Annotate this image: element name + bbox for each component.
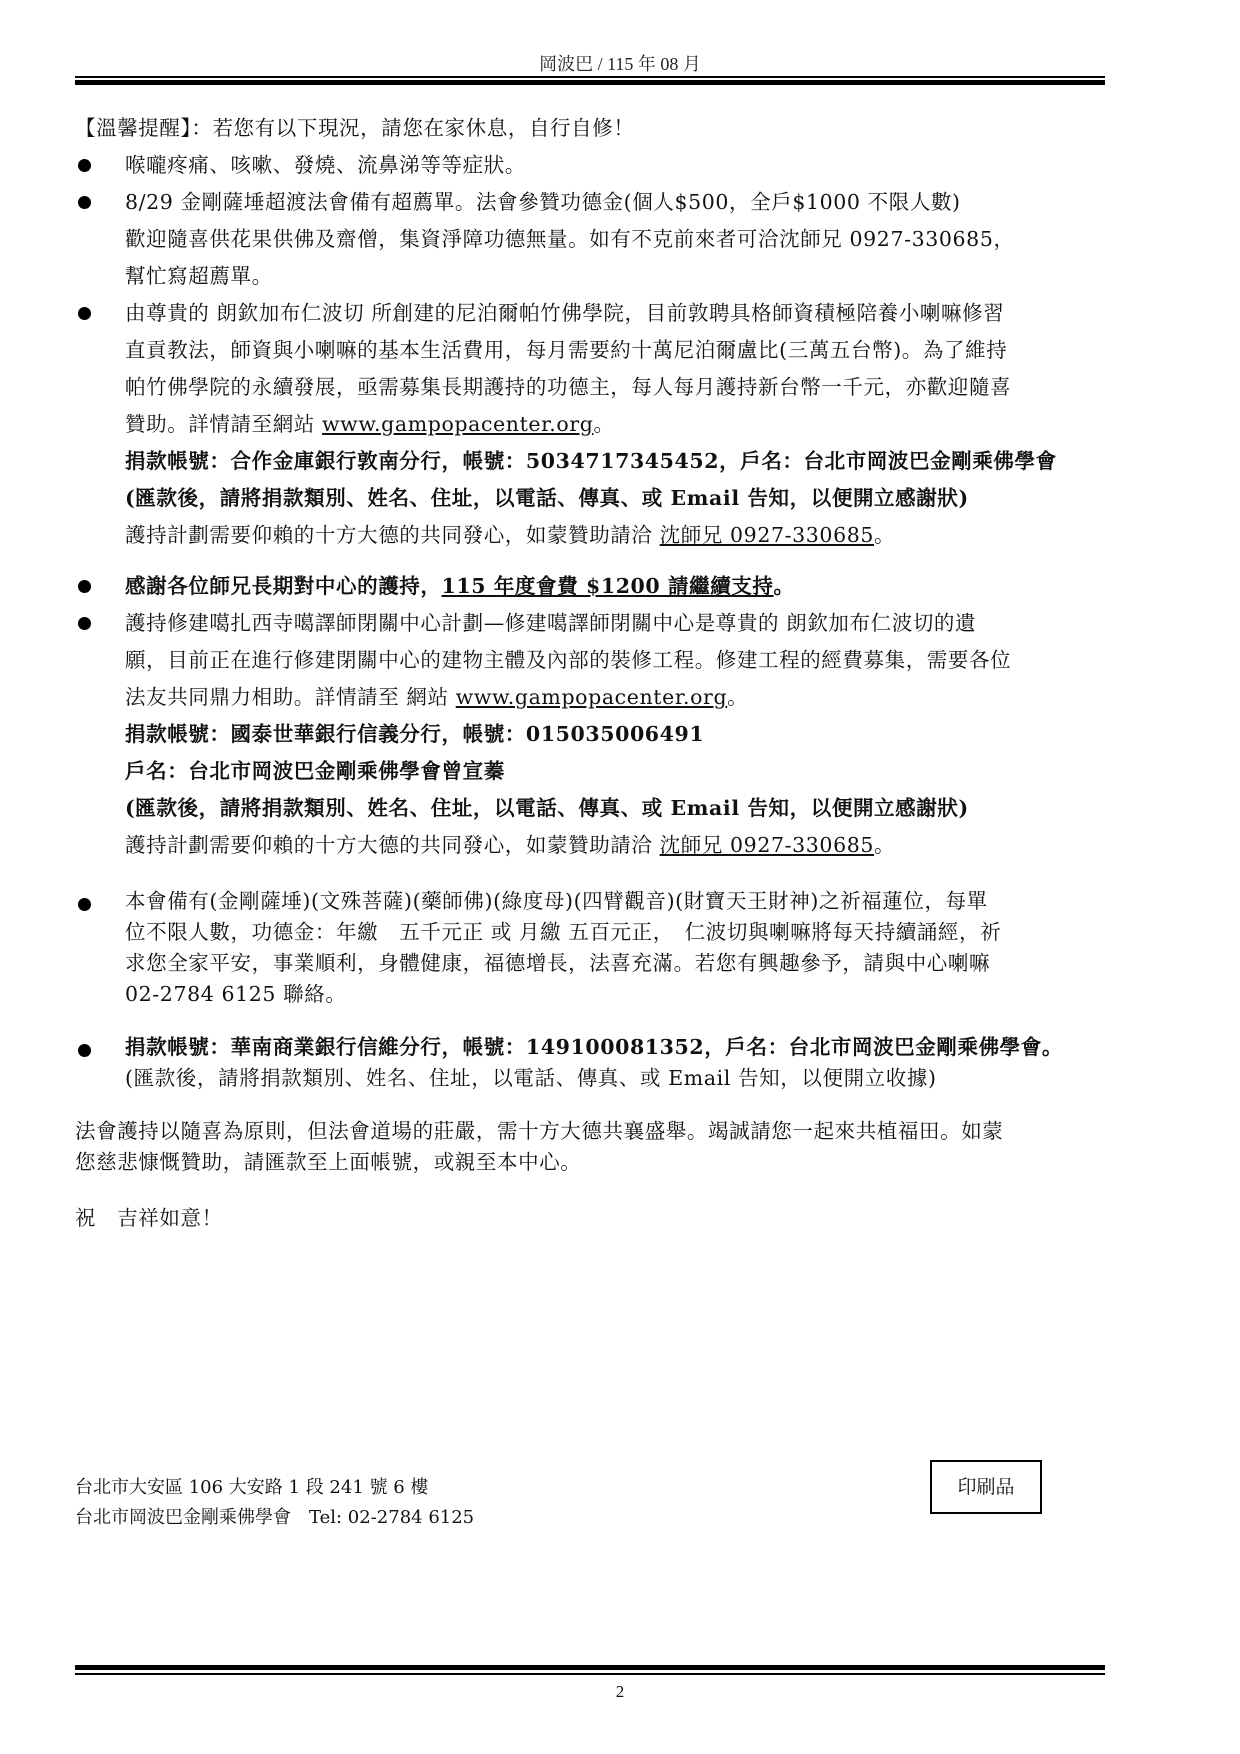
list-item: 8/29 金剛薩埵超渡法會備有超薦單。法會參贊功德金(個人$500，全戶$1000 不限人數) 歡迎隨喜供花果供佛及齋僧，集資淨障功德無量。如有不克前來者可洽沈師兄 0927-330685， 幫忙寫超薦單。 [75, 184, 1165, 295]
retreat-account-holder: 戶名：台北市岡波巴金剛乘佛學會曾宣蓁 [125, 759, 505, 783]
website-link[interactable]: www.gampopacenter.org [455, 685, 728, 709]
retreat-center-item: 護持修建噶扎西寺噶譯師閉關中心計劃—修建噶譯師閉關中心是尊貴的 朗欽加布仁波切的遺 願，目前正在進行修建閉關中心的建物主體及內部的裝修工程。修建工程的經費募集，需要各位 法友共同鼎力相助。詳情請至 網站 www.gampopacenter.org。 捐款帳號：國泰世華銀行信義分行，帳號：015035006491 戶名：台北市岡波巴金剛乘佛學會曾宣蓁 (匯款後，請將捐款類別、姓名、住址，以電話、傳真、或 Email 告知，以便開立感謝狀) 護持計劃需要仰賴的十方大德的共同發心，如蒙贊助請洽 沈師兄 0927-330685。 [75, 605, 1165, 864]
reminder-heading: 【溫馨提醒】：若您有以下現況，請您在家休息，自行自修！ [75, 116, 635, 140]
bullet-icon [78, 580, 91, 593]
footer-address: 台北市大安區 106 大安路 1 段 241 號 6 樓 [75, 1477, 429, 1498]
header-rule-thick [75, 80, 1105, 85]
footer-address-block [75, 1473, 474, 1533]
lotus-blessing-item: 本會備有(金剛薩埵)(文殊菩薩)(藥師佛)(綠度母)(四臂觀音)(財寶天王財神)之祈福蓮位，每單 位不限人數，功德金：年繳 五千元正 或 月繳 五百元正， 仁波切與喇嘛將每天持續誦經，祈 求您全家平安，事業順利，身體健康，福德增長，法喜充滿。若您有興趣參予，請與中心喇嘛 02-2784 6125 聯絡。 [75, 886, 1165, 1010]
bullet-icon [78, 898, 91, 911]
printed-matter-stamp: 印刷品 [930, 1460, 1042, 1514]
pachu-institute-item: 由尊貴的 朗欽加布仁波切 所創建的尼泊爾帕竹佛學院，目前敦聘具格師資積極陪養小喇嘛修習 直貢教法，師資與小喇嘛的基本生活費用，每月需要約十萬尼泊爾盧比(三萬五台幣)。為了維持 帕竹佛學院的永續發展，亟需募集長期護持的功德主，每人每月護持新台幣一千元，亦歡迎隨喜 贊助。詳情請至網站 www.gampopacenter.org。 捐款帳號：合作金庫銀行敦南分行，帳號：5034717345452，戶名：台北市岡波巴金剛乘佛學會 (匯款後，請將捐款類別、姓名、住址，以電話、傳真、或 Email 告知，以便開立感謝狀) 護持計劃需要仰賴的十方大德的共同發心，如蒙贊助請洽 沈師兄 0927-330685。 [75, 295, 1165, 554]
header-title: 岡波巴 / 115 年 08 月 [539, 54, 701, 74]
list-item: 喉嚨疼痛、咳嗽、發燒、流鼻涕等等症狀。 [75, 147, 1165, 184]
page-number: 2 [615, 1682, 625, 1701]
membership-fee-link: 115 年度會費 $1200 請繼續支持 [441, 574, 774, 598]
closing-paragraph: 法會護持以隨喜為原則，但法會道場的莊嚴，需十方大德共襄盛舉。竭誠請您一起來共植福田。如蒙 [75, 1119, 1004, 1143]
bullet-icon [78, 196, 91, 209]
contact-link: 沈師兄 0927-330685 [659, 523, 874, 547]
newsletter-body [75, 110, 1165, 1237]
footer-org-tel: 台北市岡波巴金剛乘佛學會 Tel: 02-2784 6125 [75, 1507, 475, 1528]
blessing: 祝 吉祥如意！ [75, 1206, 223, 1230]
membership-fee-item: 感謝各位師兄長期對中心的護持，115 年度會費 $1200 請繼續支持。 [75, 568, 1165, 605]
bullet-icon [78, 159, 91, 172]
bullet-icon [78, 617, 91, 630]
pachu-remit-note: (匯款後，請將捐款類別、姓名、住址，以電話、傳真、或 Email 告知，以便開立感謝狀) [125, 486, 969, 510]
closing-paragraph: 您慈悲慷慨贊助，請匯款至上面帳號，或親至本中心。 [75, 1150, 582, 1174]
hua-nan-account-item: 捐款帳號：華南商業銀行信維分行，帳號：149100081352，戶名：台北市岡波巴金剛乘佛學會。 (匯款後，請將捐款類別、姓名、住址，以電話、傳真、或 Email 告知，以便開立收據) [75, 1032, 1165, 1094]
contact-link: 沈師兄 0927-330685 [659, 833, 874, 857]
bullet-icon [78, 1044, 91, 1057]
retreat-remit-note: (匯款後，請將捐款類別、姓名、住址，以電話、傳真、或 Email 告知，以便開立感謝狀) [125, 796, 969, 820]
footer-rule-thin [75, 1673, 1105, 1675]
bullet-icon [78, 307, 91, 320]
retreat-account: 捐款帳號：國泰世華銀行信義分行，帳號：015035006491 [125, 722, 705, 746]
pachu-account: 捐款帳號：合作金庫銀行敦南分行，帳號：5034717345452，戶名：台北市岡波巴金剛乘佛學會 [125, 449, 1057, 473]
header-rule-thin [75, 76, 1105, 78]
footer-rule-thick [75, 1665, 1105, 1670]
website-link[interactable]: www.gampopacenter.org [322, 412, 594, 436]
